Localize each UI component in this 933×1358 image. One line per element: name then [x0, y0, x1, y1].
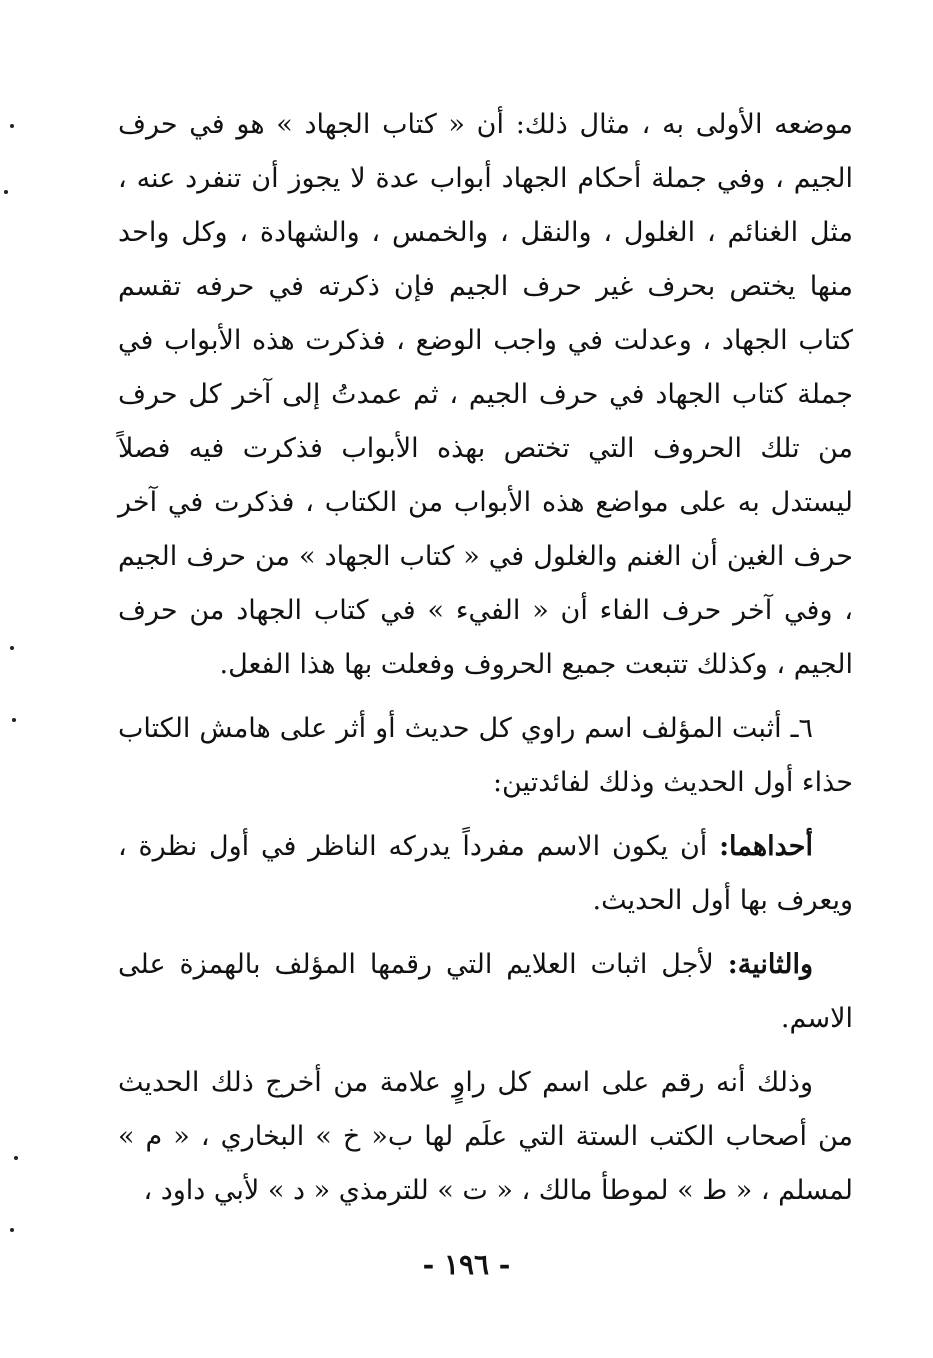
- paragraph-second-benefit: [118, 938, 853, 1046]
- scan-speck: [10, 124, 14, 128]
- paragraph-item-6: [118, 702, 853, 810]
- paragraph-text: أن يكون الاسم مفرداً يدركه الناظر في أول نظرة ، ويعرف بها أول الحديث.: [118, 831, 853, 916]
- paragraph-lead: أحداهما:: [719, 831, 813, 862]
- scan-speck: [10, 1228, 14, 1232]
- paragraph-lead: والثانية:: [727, 949, 813, 980]
- paragraph-text: وذلك أنه رقم على اسم كل راوٍ علامة من أخرج ذلك الحديث من أصحاب الكتب الستة التي علَم لها ب« خ » البخاري ، « م » لمسلم ، « ط » لموطأ مالك ، « ت » للترمذي « د » لأبي داود ،: [118, 1067, 853, 1206]
- paragraph-continuation: [118, 98, 853, 692]
- scan-speck: [14, 1156, 18, 1160]
- page-number: - ١٩٦ -: [422, 1248, 511, 1281]
- paragraph-first-benefit: [118, 820, 853, 928]
- paragraph-text: ٦ـ أثبت المؤلف اسم راوي كل حديث أو أثر على هامش الكتاب حذاء أول الحديث وذلك لفائدتين:: [118, 713, 853, 798]
- scan-speck: [4, 190, 8, 194]
- paragraph-text: لأجل اثبات العلايم التي رقمها المؤلف بالهمزة على الاسم.: [118, 949, 853, 1034]
- paragraph-symbols: [118, 1056, 853, 1218]
- body-text: [118, 98, 853, 1218]
- paragraph-text: موضعه الأولى به ، مثال ذلك: أن « كتاب الجهاد » هو في حرف الجيم ، وفي جملة أحكام الجهاد أبواب عدة لا يجوز أن تنفرد عنه ، مثل الغنائم ، الغلول ، والنقل ، والخمس ، والشهادة ، وكل واحد منها يختص بحرف غير حرف الجيم فإن ذكرته في حرفه تقسم كتاب الجهاد ، وعدلت في واجب الوضع ، فذكرت هذه الأبواب في جملة كتاب الجهاد في حرف الجيم ، ثم عمدتُ إلى آخر كل حرف من تلك الحروف التي تختص بهذه الأبواب فذكرت فيه فصلاً ليستدل به على مواضع هذه الأبواب من الكتاب ، فذكرت في آخر حرف الغين أن الغنم والغلول في « كتاب الجهاد » من حرف الجيم ، وفي آخر حرف الفاء أن « الفيء » في كتاب الجهاد من حرف الجيم ، وكذلك تتبعت جميع الحروف وفعلت بها هذا الفعل.: [118, 109, 853, 680]
- scan-speck: [12, 718, 16, 722]
- scan-speck: [10, 646, 14, 650]
